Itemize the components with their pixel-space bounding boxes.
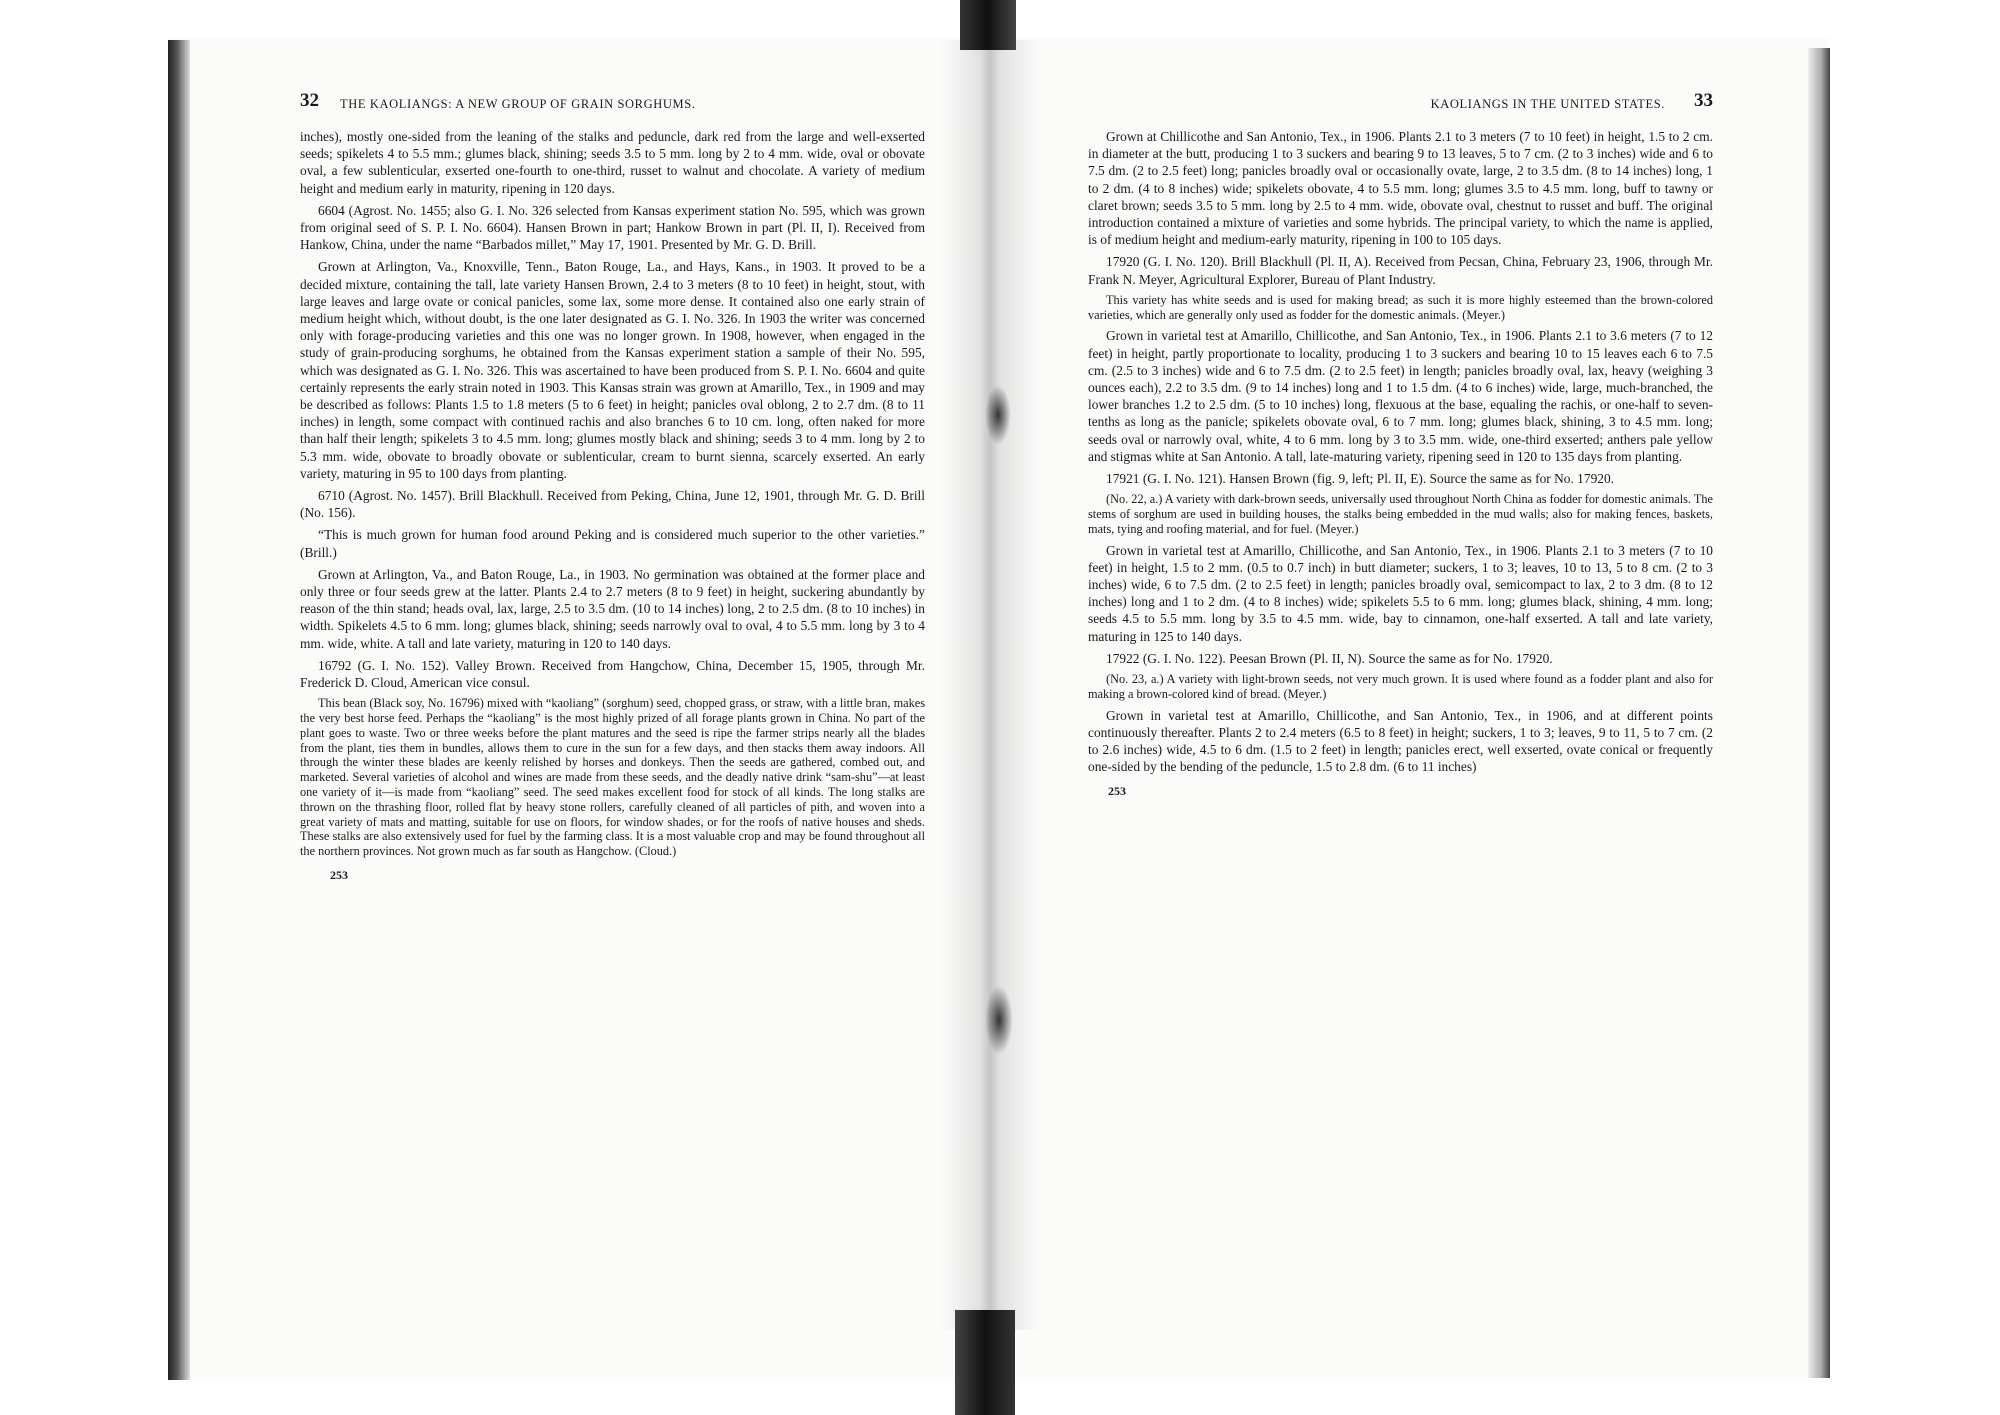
right-paragraph-1: Grown at Chillicothe and San Antonio, Tex., in 1906. Plants 2.1 to 3 meters (7 to 10 feet) in height, 1.5 to 2 cm. in diameter at the butt, producing 1 to 3 suckers and bearing 9 to 13 leaves, 5 to 7 cm. (2 to 3 inches) wide and 6 to 7.5 dm. (2 to 2.5 feet) long; panicles broadly oval or occasionally ovate, large, 2 to 3.5 dm. (8 to 14 inches) long, 1 to 2 dm. (4 to 8 inches) wide; spikelets obovate, 4 to 5.5 mm. long; glumes 3.5 to 4.5 mm. long, buff to tawny or claret brown; seeds 3.5 to 5 mm. long by 2.5 to 4 mm. wide, obovate oval, chestnut to russet and buff. The original introduction contained a mixture of varieties and some hybrids. The principal variety, to which the name is applied, is of medium height and medium-early maturity, ripening in 100 to 105 days. — [1088, 129, 1713, 248]
left-paragraph-8: This bean (Black soy, No. 16796) mixed with “kaoliang” (sorghum) seed, chopped grass, or straw, with a little bran, makes the very best horse feed. Perhaps the “kaoliang” is the most highly prized of all forage plants grown in China. No part of the plant goes to waste. Two or three weeks before the plant matures and the seed is ripe the farmer strips nearly all the blades from the plant, ties them in bundles, allows them to cure in the sun for a few days, and then stacks them away indoors. All through the winter these blades are keenly relished by horses and donkeys. Then the seeds are gathered, combed out, and marketed. Several varieties of alcohol and wines are made from these seeds, and the deadly native drink “sam-shu”—at least one variety of it—is made from “kaoliang” seed. The seed makes excellent food for stock of all kinds. The long stalks are thrown on the thrashing floor, rolled flat by heavy stone rollers, carefully cleaned of all particles of pith, and woven into a great variety of mats and matting, suitable for use on floors, for window shades, or for the roofs of native houses and sheds. These stalks are also extensively used for fuel by the farming class. It is a most valuable crop and may be found throughout all the northern provinces. Not grown much as far south as Hangchow. (Cloud.) — [300, 696, 925, 859]
binding-hole-1 — [985, 385, 1011, 445]
left-paragraph-6: Grown at Arlington, Va., and Baton Rouge, La., in 1903. No germination was obtained at the former place and only three or four seeds grew at the latter. Plants 2.4 to 2.7 meters (8 to 9 feet) in height, suckering abundantly by reason of the thin stand; heads oval, lax, large, 2.5 to 3.5 dm. (10 to 14 inches) long, 2 to 2.5 dm. (8 to 10 inches) in width. Spikelets 4.5 to 6 mm. long; glumes black, shining; seeds narrowly oval to oval, 4 to 5.5 mm. long by 3 to 4 mm. wide, white. A tall and late variety, maturing in 120 to 140 days. — [300, 566, 925, 651]
left-page-footer: 253 — [330, 868, 348, 883]
left-running-head: THE KAOLIANGS: A NEW GROUP OF GRAIN SORGHUMS. — [340, 97, 696, 111]
left-paragraph-1: inches), mostly one-sided from the leaning of the stalks and peduncle, dark red from the large and well-exserted seeds; spikelets 4 to 5.5 mm.; glumes black, shining; seeds 3.5 to 5 mm. long by 2 to 4 mm. wide, oval or obovate oval, a few sublenticular, exserted one-fourth to one-third, russet to walnut and chocolate. A variety of medium height and medium early in maturity, ripening in 120 days. — [300, 129, 925, 196]
spine-top — [960, 0, 1016, 50]
left-page — [300, 90, 925, 884]
right-page-footer: 253 — [1108, 784, 1126, 799]
right-paragraph-3: This variety has white seeds and is used for making bread; as such it is more highly esteemed than the brown-colored varieties, which are generally only used as fodder for the domestic animals. (Meyer.) — [1088, 292, 1713, 322]
right-paragraph-6: (No. 22, a.) A variety with dark-brown seeds, universally used throughout North China as fodder for domestic animals. The stems of sorghum are used in building houses, the stalks being embedded in the mud walls; also for making fences, baskets, mats, tying and roofing material, and for fuel. (Meyer.) — [1088, 492, 1713, 536]
right-paragraph-4: Grown in varietal test at Amarillo, Chillicothe, and San Antonio, Tex., in 1906. Plants 2.1 to 3.6 meters (7 to 12 feet) in height, partly proportionate to locality, producing 1 to 3 suckers and bearing 10 to 15 leaves each 6 to 7.5 cm. (2.5 to 3 inches) wide and 6 to 7.5 dm. (2 to 2.5 feet) in length; panicles broadly oval, lax, heavy (weighing 3 ounces each), 2.2 to 3.5 dm. (9 to 14 inches) long and 1 to 1.5 dm. (4 to 6 inches) wide, large, much-branched, the lower branches 1.2 to 2.5 dm. (5 to 10 inches) long, flexuous at the base, equaling the rachis, or one-half to seven-tenths as long as the panicle; spikelets obovate oval, 6 to 7 mm. long; glumes black, shining, 3 to 4.5 mm. long; seeds oval or narrowly oval, white, 4 to 6 mm. long by 3 to 3.5 mm. wide, one-third exserted; anthers pale yellow and stigmas white at San Antonio. A tall, late-maturing variety, ripening seed in 120 to 135 days from planting. — [1088, 328, 1713, 464]
right-paragraph-5: 17921 (G. I. No. 121). Hansen Brown (fig. 9, left; Pl. II, E). Source the same as for No. 17920. — [1106, 471, 1615, 487]
left-paragraph-2: 6604 (Agrost. No. 1455; also G. I. No. 326 selected from Kansas experiment station No. 595, which was grown from original seed of S. P. I. No. 6604). Hansen Brown in part; Hankow Brown in part (Pl. II, I). Received from Hankow, China, under the name “Barbados millet,” May 17, 1901. Presented by Mr. G. D. Brill. — [300, 202, 925, 253]
left-paragraph-3: Grown at Arlington, Va., Knoxville, Tenn., Baton Rouge, La., and Hays, Kans., in 1903. It proved to be a decided mixture, containing the tall, late variety Hansen Brown, 2.4 to 3 meters (8 to 10 feet) in height, stout, with large leaves and large ovate or conical panicles, some lax, some more dense. It contained also one early strain of medium height which, without doubt, is the one later designated as G. I. No. 326. In 1903 the writer was concerned only with forage-producing varieties and this one was no longer grown. In 1908, however, when engaged in the study of grain-producing sorghums, he obtained from the Kansas experiment station a sample of their No. 595, which was designated as G. I. No. 326. This was ascertained to have been produced from S. P. I. No. 6604 and quite certainly represents the early strain noted in 1903. This Kansas strain was grown at Amarillo, Tex., in 1909 and may be described as follows: Plants 1.5 to 1.8 meters (5 to 6 feet) in height; panicles oval oblong, 2 to 2.7 dm. (8 to 11 inches) in length, some compact with continued rachis and also branches 6 to 10 cm. long, often naked for more than half their length; spikelets 3 to 4.5 mm. long; glumes mostly black and shining; seeds 3 to 4 mm. long by 2 to 5.3 mm. wide, obovate to broadly obovate or sublenticular, cream to burnt sienna, scarcely exserted. An early variety, maturing in 95 to 100 days from planting. — [300, 259, 925, 481]
left-paragraph-4: 6710 (Agrost. No. 1457). Brill Blackhull. Received from Peking, China, June 12, 1901, through Mr. G. D. Brill (No. 156). — [300, 488, 925, 521]
right-paragraph-10: Grown in varietal test at Amarillo, Chillicothe, and San Antonio, Tex., in 1906, and at different points continuously thereafter. Plants 2 to 2.4 meters (6.5 to 8 feet) in height; suckers, 1 to 3; leaves, 9 to 11, 5 to 7 cm. (2 to 2.6 inches) wide, 4.5 to 6 dm. (1.5 to 2 feet) in length; panicles erect, well exserted, ovate conical or frequently one-sided by the bending of the peduncle, 1.5 to 2.8 dm. (6 to 11 inches) — [1088, 707, 1713, 775]
left-paragraph-5: “This is much grown for human food around Peking and is considered much superior to the other varieties.” (Brill.) — [300, 527, 925, 560]
right-paragraph-8: 17922 (G. I. No. 122). Peesan Brown (Pl. II, N). Source the same as for No. 17920. — [1106, 650, 1553, 666]
right-page — [1088, 90, 1713, 801]
left-page-number: 32 — [300, 90, 319, 111]
right-page-header — [1088, 90, 1713, 126]
left-paragraph-7: 16792 (G. I. No. 152). Valley Brown. Received from Hangchow, China, December 15, 1905, through Mr. Frederick D. Cloud, American vice consul. — [300, 657, 925, 691]
right-paragraph-9: (No. 23, a.) A variety with light-brown seeds, not very much grown. It is used where found as a fodder plant and also for making a brown-colored kind of bread. (Meyer.) — [1088, 672, 1713, 701]
book-gutter — [940, 40, 1040, 1330]
right-running-head: KAOLIANGS IN THE UNITED STATES. — [1430, 97, 1665, 111]
right-paragraph-7: Grown in varietal test at Amarillo, Chillicothe, and San Antonio, Tex., in 1906. Plants 2.1 to 3 meters (7 to 10 feet) in height, 1.5 to 2 mm. (0.5 to 0.7 inch) in butt diameter; suckers, 1 to 3; leaves, 10 to 13, 5 to 8 cm. (2 to 3 inches) wide, 6 to 7.5 dm. (2 to 2.5 feet) in length; panicles broadly oval, semicompact to lax, 2 to 3 dm. (8 to 12 inches) long and 1 to 2 dm. (4 to 8 inches) wide; spikelets 5.5 to 6 mm. long; glumes black, shining, 4 mm. long; seeds 4.5 to 5.5 mm. long by 3.5 to 4.5 mm. wide, bay to cinnamon, one-half exserted. A tall and late variety, maturing in 125 to 140 days. — [1088, 542, 1713, 644]
left-page-header — [300, 90, 925, 126]
left-cover-edge — [168, 40, 190, 1380]
right-page-number: 33 — [1694, 90, 1713, 111]
right-paragraph-2: 17920 (G. I. No. 120). Brill Blackhull (Pl. II, A). Received from Pecsan, China, February 23, 1906, through Mr. Frank N. Meyer, Agricultural Explorer, Bureau of Plant Industry. — [1088, 254, 1713, 287]
binding-hole-2 — [985, 985, 1013, 1055]
right-cover-edge — [1808, 48, 1830, 1378]
spine-bottom — [955, 1310, 1015, 1415]
